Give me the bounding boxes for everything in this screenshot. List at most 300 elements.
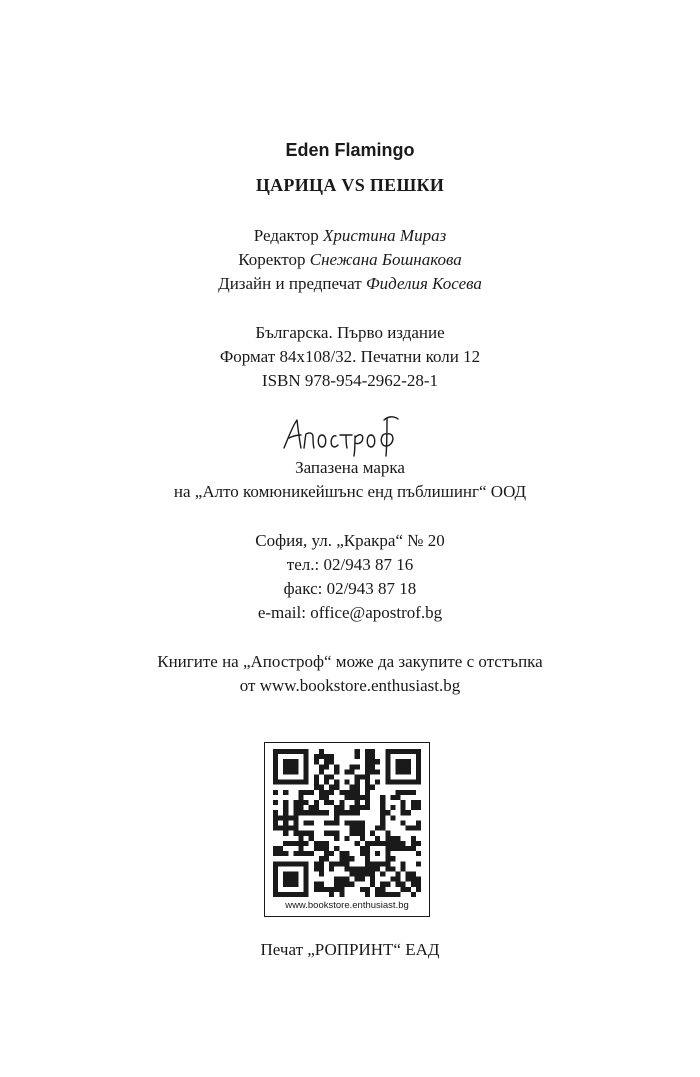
qr-module [416,749,421,754]
qr-module [324,759,329,764]
qr-module [288,815,293,820]
qr-module [406,810,411,815]
qr-module [309,851,314,856]
author-name: Eden Flamingo [285,140,415,160]
qr-module [390,856,395,861]
qr-module [339,805,344,810]
qr-module [385,754,390,759]
qr-module [334,780,339,785]
qr-module [350,856,355,861]
qr-module [416,861,421,866]
qr-module [350,785,355,790]
qr-module [370,749,375,754]
qr-module [324,851,329,856]
qr-module [390,846,395,851]
qr-module [329,775,334,780]
qr-module [350,882,355,887]
qr-module [288,871,293,876]
qr-module [329,820,334,825]
qr-module [411,882,416,887]
qr-module [273,780,278,785]
qr-module [339,790,344,795]
qr-module [360,851,365,856]
qr-module [390,892,395,897]
qr-module [406,871,411,876]
qr-module [355,810,360,815]
qr-module [299,836,304,841]
qr-module [380,826,385,831]
qr-module [355,775,360,780]
qr-module [370,764,375,769]
qr-module [385,759,390,764]
qr-module [304,759,309,764]
qr-module [304,810,309,815]
design-credit [0,273,700,295]
qr-module [319,764,324,769]
qr-module [334,831,339,836]
qr-module [273,877,278,882]
qr-module [390,815,395,820]
qr-module [299,790,304,795]
edition-line: Българска. Първо издание [255,323,445,342]
qr-module [344,769,349,774]
qr-module [329,800,334,805]
qr-module [365,871,370,876]
qr-module [288,764,293,769]
qr-module [288,769,293,774]
qr-module [299,831,304,836]
qr-module [360,871,365,876]
qr-module [395,759,400,764]
qr-module [355,754,360,759]
qr-module [401,882,406,887]
qr-module [299,851,304,856]
qr-module [360,887,365,892]
qr-module [380,861,385,866]
qr-module [278,749,283,754]
qr-module [329,754,334,759]
qr-module [411,805,416,810]
qr-module [406,887,411,892]
qr-module [350,820,355,825]
qr-module [360,846,365,851]
qr-module [365,846,370,851]
proofreader-name: Снежана Бошнакова [309,250,462,269]
qr-module [411,871,416,876]
qr-module [385,856,390,861]
qr-module [283,877,288,882]
qr-module [304,754,309,759]
qr-module [385,861,390,866]
qr-module [314,841,319,846]
qr-module [360,831,365,836]
qr-module [283,820,288,825]
qr-module [385,892,390,897]
qr-module [344,790,349,795]
qr-module [365,795,370,800]
qr-module [288,877,293,882]
qr-module [360,805,365,810]
qr-module [273,846,278,851]
qr-module [339,856,344,861]
qr-module [304,800,309,805]
qr-module [385,866,390,871]
qr-module [288,882,293,887]
qr-module [375,861,380,866]
qr-module [365,861,370,866]
qr-module [273,861,278,866]
qr-module [293,871,298,876]
qr-module [411,877,416,882]
phone-line: тел.: 02/943 87 16 [286,555,414,574]
qr-module [365,851,370,856]
qr-module [385,775,390,780]
qr-module [355,841,360,846]
qr-module [380,815,385,820]
editor-credit [0,225,700,247]
qr-module [406,780,411,785]
qr-module [416,820,421,825]
qr-module [355,820,360,825]
qr-module [273,764,278,769]
qr-module [283,826,288,831]
qr-module [365,769,370,774]
qr-module [324,856,329,861]
qr-module [385,851,390,856]
qr-module [416,841,421,846]
format-line: Формат 84x108/32. Печатни коли 12 [219,347,481,366]
qr-module [324,780,329,785]
qr-module [360,775,365,780]
qr-module [314,805,319,810]
qr-module [319,866,324,871]
qr-module [411,800,416,805]
qr-module [293,759,298,764]
qr-module [293,826,298,831]
qr-module [365,800,370,805]
qr-module [283,851,288,856]
qr-module [304,861,309,866]
qr-module [401,861,406,866]
qr-module [314,887,319,892]
qr-module [299,810,304,815]
qr-module [411,749,416,754]
qr-module [299,800,304,805]
qr-module [309,820,314,825]
qr-module [375,769,380,774]
qr-module [416,775,421,780]
qr-module [324,810,329,815]
qr-module [324,795,329,800]
qr-module [334,805,339,810]
book-title: ЦАРИЦА VS ПЕШКИ [255,175,445,195]
qr-module [390,866,395,871]
qr-module [370,769,375,774]
qr-module [401,810,406,815]
qr-module [355,877,360,882]
qr-module [288,841,293,846]
qr-module [309,810,314,815]
qr-module [283,810,288,815]
qr-module [416,851,421,856]
qr-module [344,810,349,815]
qr-module [309,836,314,841]
qr-module [299,795,304,800]
qr-module [416,882,421,887]
qr-module [283,861,288,866]
trademark-line-1: Запазена марка [295,458,405,477]
qr-module [324,887,329,892]
qr-module [370,877,375,882]
qr-module [406,877,411,882]
qr-module [329,831,334,836]
qr-module [355,805,360,810]
qr-module [416,754,421,759]
qr-module [375,851,380,856]
qr-module [375,780,380,785]
qr-module [370,841,375,846]
qr-module [293,831,298,836]
qr-module [329,790,334,795]
qr-module [299,805,304,810]
qr-module [355,785,360,790]
qr-module [380,841,385,846]
qr-module [365,790,370,795]
qr-module [273,810,278,815]
qr-module [283,800,288,805]
qr-module [314,861,319,866]
qr-module [324,820,329,825]
qr-module [360,836,365,841]
qr-module [299,780,304,785]
qr-module [416,769,421,774]
qr-module [416,780,421,785]
qr-module [339,800,344,805]
qr-module [293,769,298,774]
qr-module [293,851,298,856]
qr-module [288,826,293,831]
qr-module [344,795,349,800]
qr-module [370,754,375,759]
qr-module [365,856,370,861]
qr-module [329,851,334,856]
qr-module [385,846,390,851]
qr-module [334,877,339,882]
qr-module [278,851,283,856]
qr-module [319,810,324,815]
qr-module [365,775,370,780]
qr-module [411,790,416,795]
qr-module [385,764,390,769]
qr-module [355,831,360,836]
qr-module [293,820,298,825]
qr-module [355,871,360,876]
qr-module [339,810,344,815]
qr-module [375,866,380,871]
qr-module [416,877,421,882]
qr-module [304,887,309,892]
qr-module [339,877,344,882]
qr-module [411,841,416,846]
qr-module [355,790,360,795]
qr-module [334,820,339,825]
qr-module [283,892,288,897]
qr-module [324,775,329,780]
qr-module [401,846,406,851]
qr-module [395,871,400,876]
qr-module [304,871,309,876]
qr-module [334,810,339,815]
qr-module [416,800,421,805]
publisher-logo-signature [280,410,402,458]
qr-module [360,795,365,800]
qr-module [324,841,329,846]
qr-module [350,790,355,795]
qr-module [329,892,334,897]
qr-module [334,764,339,769]
qr-module [370,866,375,871]
qr-module [406,749,411,754]
qr-module [411,892,416,897]
qr-module [324,790,329,795]
qr-module [293,877,298,882]
qr-module [293,892,298,897]
qr-module [283,780,288,785]
qr-module [365,841,370,846]
qr-module [278,815,283,820]
qr-module [365,785,370,790]
qr-module [339,887,344,892]
qr-module [329,866,334,871]
qr-module [380,887,385,892]
qr-module [283,749,288,754]
qr-module [283,759,288,764]
qr-module [385,831,390,836]
qr-module [304,866,309,871]
qr-module [283,831,288,836]
qr-module [304,790,309,795]
qr-module [385,836,390,841]
qr-module [395,769,400,774]
email-line: e-mail: office@apostrof.bg [257,603,443,622]
qr-module [370,785,375,790]
qr-module [304,877,309,882]
qr-module [344,851,349,856]
qr-module [334,785,339,790]
qr-module [304,841,309,846]
qr-module [380,800,385,805]
qr-module [401,769,406,774]
qr-module [314,810,319,815]
qr-module [283,871,288,876]
qr-module [375,841,380,846]
qr-module [355,826,360,831]
qr-module [395,882,400,887]
qr-module [324,764,329,769]
isbn-line: ISBN 978-954-2962-28-1 [261,371,439,390]
qr-module [380,892,385,897]
qr-module [288,780,293,785]
qr-module [309,805,314,810]
qr-module [350,831,355,836]
qr-module [395,790,400,795]
qr-module [314,800,319,805]
qr-module [380,882,385,887]
qr-module [329,887,334,892]
trademark-line-2: на „Алто комюникейшънс енд пъблишинг“ ООД [173,482,527,501]
address-line: София, ул. „Кракра“ № 20 [255,531,445,550]
qr-module [401,820,406,825]
qr-module [375,887,380,892]
qr-module [309,790,314,795]
qr-module [370,861,375,866]
qr-module [299,841,304,846]
qr-module [273,790,278,795]
qr-module [324,754,329,759]
qr-module [380,805,385,810]
qr-module [406,846,411,851]
qr-module [365,780,370,785]
qr-module [395,892,400,897]
qr-module [344,877,349,882]
qr-module [339,851,344,856]
design-name: Фиделия Косева [365,274,482,293]
qr-module [283,815,288,820]
qr-module [344,780,349,785]
qr-module [314,775,319,780]
qr-module [283,764,288,769]
qr-module [339,882,344,887]
qr-code [273,749,421,897]
qr-module [370,759,375,764]
qr-module [390,877,395,882]
qr-module [350,810,355,815]
qr-module [329,785,334,790]
qr-module [299,846,304,851]
qr-module [350,805,355,810]
qr-module [273,754,278,759]
qr-module [273,887,278,892]
qr-module [273,882,278,887]
qr-module [304,775,309,780]
proofreader-role: Коректор [238,250,306,269]
qr-module [324,831,329,836]
qr-module [370,882,375,887]
qr-module [355,800,360,805]
qr-module [319,785,324,790]
qr-module [319,795,324,800]
qr-module [324,846,329,851]
qr-module [288,892,293,897]
qr-module [406,759,411,764]
editor-name: Христина Мираз [323,226,447,245]
qr-module [299,861,304,866]
qr-module [375,836,380,841]
qr-module [390,795,395,800]
qr-module [360,877,365,882]
qr-module [329,861,334,866]
qr-module [273,866,278,871]
qr-module [293,861,298,866]
qr-module [385,882,390,887]
qr-module [390,805,395,810]
qr-module [416,887,421,892]
qr-module [411,780,416,785]
qr-module [406,769,411,774]
qr-module [344,836,349,841]
fax-line: факс: 02/943 87 18 [283,579,417,598]
qr-module [355,795,360,800]
